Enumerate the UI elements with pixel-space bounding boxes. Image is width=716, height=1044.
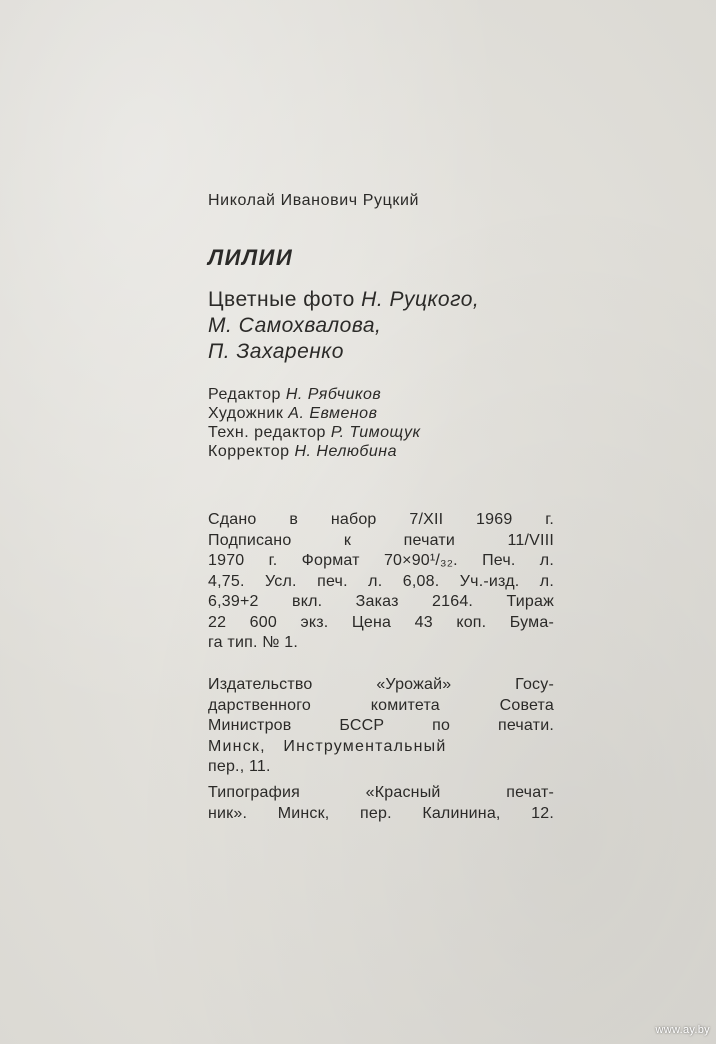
print-details <box>208 510 554 654</box>
print-line: га тип. № 1. <box>208 634 299 651</box>
site-watermark: www.ay.by <box>655 1024 710 1036</box>
photo-credit-line <box>208 339 558 365</box>
print-line: 6,39+2 вкл. Заказ 2164. Тираж <box>208 593 554 610</box>
staff-name: Н. Нелюбина <box>294 443 398 460</box>
printing-house-info <box>208 783 554 824</box>
photographer-name: Н. Руцкого, <box>361 288 480 311</box>
printing-house-line: Типография «Красный печат- <box>208 784 554 801</box>
staff-name: А. Евменов <box>288 405 378 422</box>
publisher-line: Издательство «Урожай» Госу- <box>208 676 554 693</box>
publisher-line: Министров БССР по печати. <box>208 717 554 734</box>
staff-line <box>208 404 558 423</box>
staff-name: Р. Тимощук <box>330 424 421 441</box>
editorial-staff <box>208 385 558 461</box>
print-line: 22 600 экз. Цена 43 коп. Бума- <box>208 613 554 631</box>
photo-credit-line <box>208 287 558 313</box>
staff-role: Корректор <box>208 443 295 460</box>
photographer-name: М. Самохвалова, <box>208 314 382 337</box>
printing-house-line: ник». Минск, пер. Калинина, 12. <box>208 804 554 822</box>
staff-role: Редактор <box>208 386 286 403</box>
photo-credit-line <box>208 313 558 339</box>
publisher-line: дарственного комитета Совета <box>208 696 554 714</box>
print-line: 1970 г. Формат 70×90¹/₃₂. Печ. л. <box>208 552 554 569</box>
staff-line <box>208 385 558 404</box>
staff-line <box>208 442 558 461</box>
print-line: Подписано к печати 11/VIII <box>208 531 554 549</box>
staff-role: Художник <box>208 405 289 422</box>
staff-role: Техн. редактор <box>208 424 331 441</box>
photographer-name: П. Захаренко <box>208 340 344 363</box>
photo-credits <box>208 287 558 365</box>
staff-line <box>208 423 558 442</box>
staff-name: Н. Рябчиков <box>285 386 382 403</box>
book-title: ЛИЛИИ <box>208 245 294 270</box>
print-line: 4,75. Усл. печ. л. 6,08. Уч.-изд. л. <box>208 572 554 590</box>
author-name: Николай Иванович Руцкий <box>208 192 420 209</box>
publisher-info <box>208 675 554 778</box>
print-line: Сдано в набор 7/XII 1969 г. <box>208 511 554 528</box>
photo-credit-prefix: Цветные фото <box>208 288 362 311</box>
publisher-line: пер., 11. <box>208 758 271 775</box>
publisher-line: Минск, Инструментальный <box>208 737 447 755</box>
